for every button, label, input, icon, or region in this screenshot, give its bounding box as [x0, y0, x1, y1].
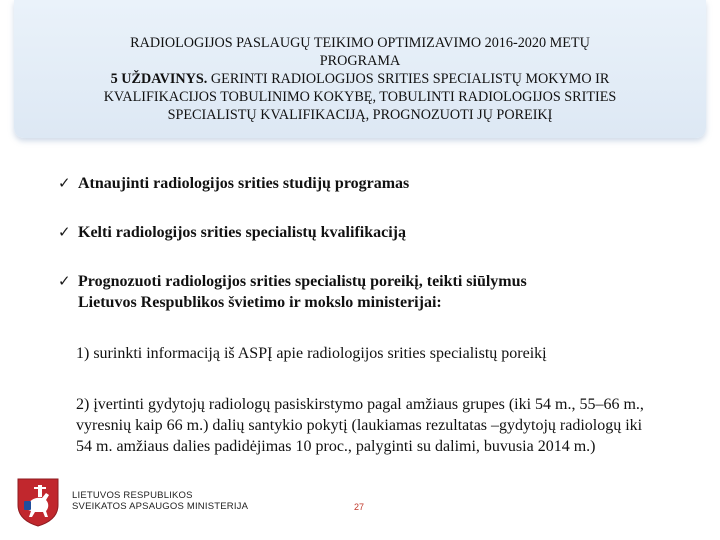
- bullet-text-3-line-2: Lietuvos Respublikos švietimo ir mokslo ministerijai:: [78, 294, 442, 311]
- checkmark-icon: ✓: [58, 223, 71, 241]
- task-line-3: SPECIALISTŲ KVALIFIKACIJĄ, PROGNOZUOTI JŲ POREIKĮ: [167, 107, 553, 123]
- page-number: 27: [354, 502, 365, 512]
- vytis-coat-of-arms-icon: [16, 477, 60, 527]
- bullet-item-2: [58, 222, 678, 243]
- slide-title: [30, 34, 690, 124]
- task-line-2: KVALIFIKACIJOS TOBULINIMO KOKYBĘ, TOBULINTI RADIOLOGIJOS SRITIES: [103, 89, 617, 105]
- ministry-line-1: LIETUVOS RESPUBLIKOS: [72, 490, 193, 501]
- ministry-line-2: SVEIKATOS APSAUGOS MINISTERIJA: [72, 501, 249, 512]
- checkmark-icon: ✓: [58, 272, 71, 290]
- task-line-1: [30, 70, 690, 88]
- bullet-item-3: [58, 271, 678, 313]
- bullet-text-1: Atnaujinti radiologijos srities studijų programas: [78, 175, 410, 192]
- ministry-name: [72, 490, 248, 512]
- task-text-1: GERINTI RADIOLOGIJOS SRITIES SPECIALISTŲ MOKYMO IR: [207, 71, 610, 87]
- bullet-text-2: Kelti radiologijos srities specialistų kvalifikaciją: [78, 224, 406, 241]
- task-label: 5 UŽDAVINYS.: [110, 71, 208, 87]
- bullet-text-3-line-1: Prognozuoti radiologijos srities specialistų poreikį, teikti siūlymus: [78, 273, 527, 290]
- title-line-2: PROGRAMA: [319, 53, 401, 69]
- checkmark-icon: ✓: [58, 174, 71, 192]
- bullet-item-1: [58, 173, 678, 194]
- paragraph-2: 2) įvertinti gydytojų radiologų pasiskirstymo pagal amžiaus grupes (iki 54 m., 55–66 m., vyresnių kaip 66 m.) dalių santykio pokytį (laukiamas rezultatas –gydytojų radiologų iki 54 m. amžiaus dalies padidėjimas 10 proc., palyginti su dalimi, buvusia 2014 m.): [76, 396, 644, 455]
- paragraph-1: 1) surinkti informaciją iš ASPĮ apie radiologijos srities specialistų poreikį: [76, 345, 547, 362]
- title-line-1: RADIOLOGIJOS PASLAUGŲ TEIKIMO OPTIMIZAVIMO 2016-2020 METŲ: [130, 35, 590, 51]
